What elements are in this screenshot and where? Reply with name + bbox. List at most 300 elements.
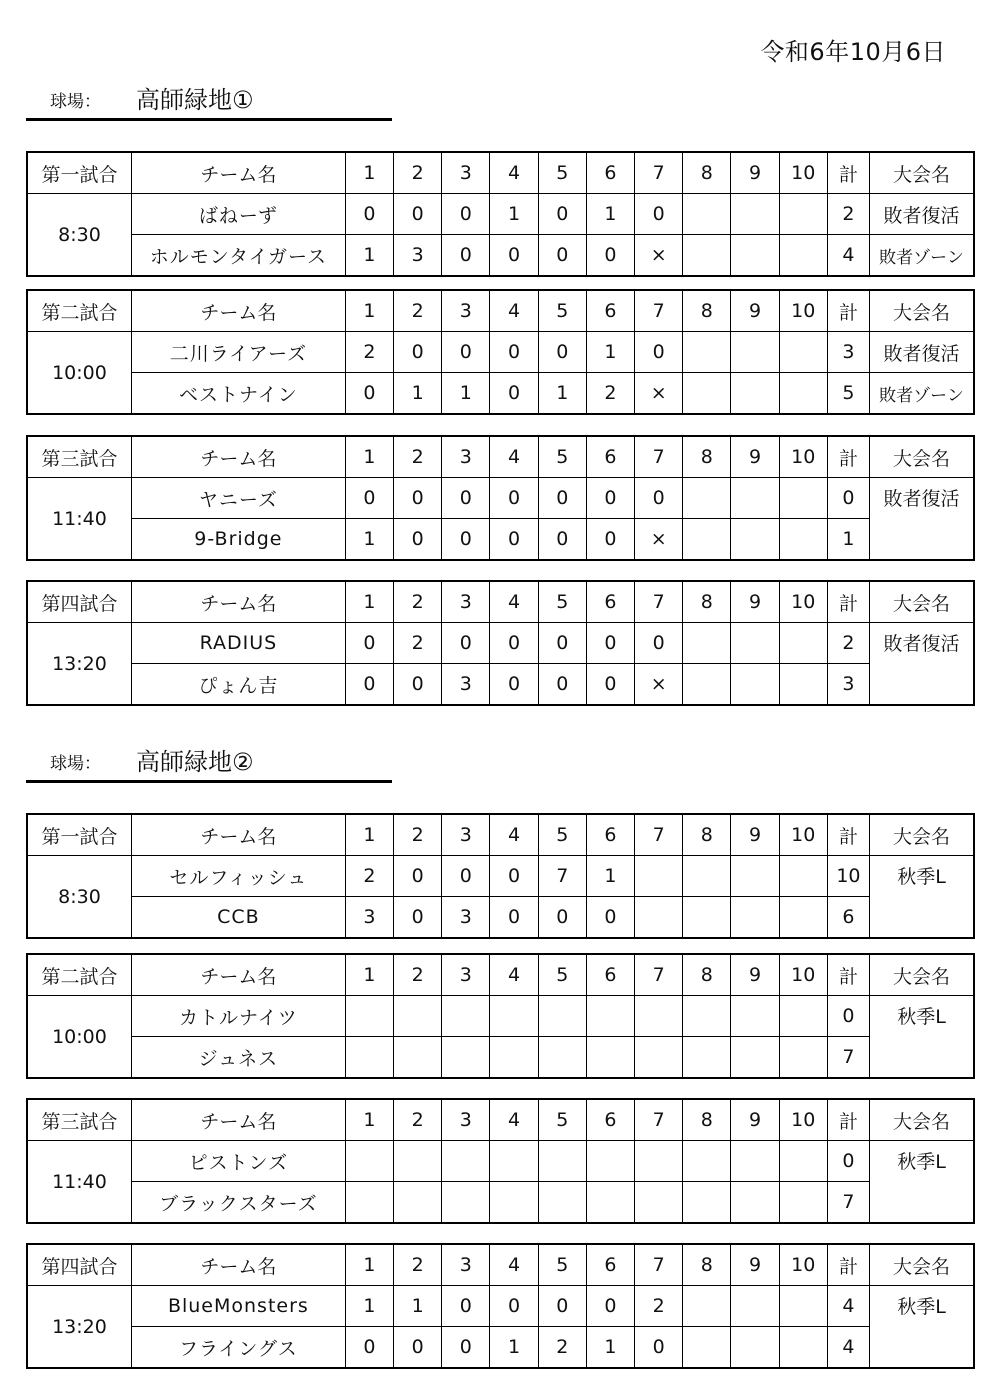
inning-score [683,194,731,235]
inning-header: 8 [683,152,731,194]
inning-header: 7 [635,152,683,194]
inning-score [586,1037,634,1079]
inning-score: 0 [538,332,586,373]
inning-score [779,235,827,277]
tournament-header: 大会名 [870,290,974,332]
inning-score [779,856,827,897]
inning-score [635,897,683,939]
inning-header: 1 [345,436,393,478]
inning-header: 9 [731,436,779,478]
total-score: 0 [827,1141,869,1182]
inning-header: 3 [442,152,490,194]
inning-score: 0 [538,664,586,706]
inning-score [683,1327,731,1369]
tournament-name: 秋季L [870,996,974,1079]
inning-score [731,1327,779,1369]
inning-score [731,1141,779,1182]
inning-score: 0 [538,897,586,939]
inning-header: 3 [442,954,490,996]
inning-score [635,1182,683,1224]
tournament-header: 大会名 [870,436,974,478]
inning-header: 5 [538,1099,586,1141]
game-table [26,953,975,1079]
team-name-header: チーム名 [131,954,345,996]
game-table [26,289,975,415]
total-score: 5 [827,373,869,415]
inning-score: 0 [442,856,490,897]
inning-score: 0 [538,194,586,235]
inning-header: 3 [442,814,490,856]
game-title: 第三試合 [27,436,131,478]
inning-header: 3 [442,1244,490,1286]
team-name: ぴょん吉 [131,664,345,706]
total-score: 4 [827,235,869,277]
inning-score: 0 [490,623,538,664]
inning-score [683,332,731,373]
inning-header: 5 [538,1244,586,1286]
inning-score: 0 [538,478,586,519]
inning-score [731,519,779,561]
inning-score: 0 [586,519,634,561]
inning-header: 4 [490,1244,538,1286]
team-name: ヤニーズ [131,478,345,519]
venue-header [26,740,392,783]
inning-score: 3 [442,897,490,939]
inning-score [731,664,779,706]
inning-header: 7 [635,954,683,996]
inning-score [635,996,683,1037]
inning-score [779,332,827,373]
inning-score: 1 [345,1286,393,1327]
inning-header: 1 [345,954,393,996]
total-header: 計 [827,290,869,332]
inning-score: 7 [538,856,586,897]
inning-score: 3 [442,664,490,706]
team-name-header: チーム名 [131,152,345,194]
inning-score [442,996,490,1037]
inning-score: 0 [442,1327,490,1369]
venue-name: 高師緑地② [136,748,254,776]
inning-header: 3 [442,581,490,623]
inning-score: 1 [586,856,634,897]
inning-score: 0 [394,332,442,373]
inning-score: 0 [394,897,442,939]
team-name-header: チーム名 [131,814,345,856]
inning-score: 1 [586,1327,634,1369]
tournament-name: 敗者復活 [870,332,974,373]
inning-score [731,996,779,1037]
inning-header: 4 [490,1099,538,1141]
inning-header: 5 [538,581,586,623]
inning-score [442,1141,490,1182]
inning-score [779,194,827,235]
team-name-header: チーム名 [131,581,345,623]
team-name: ブラックスターズ [131,1182,345,1224]
inning-header: 9 [731,1244,779,1286]
inning-score [683,664,731,706]
inning-header: 9 [731,954,779,996]
tournament-header: 大会名 [870,814,974,856]
inning-score: 0 [635,194,683,235]
tournament-name: 秋季L [870,856,974,939]
inning-header: 7 [635,290,683,332]
inning-header: 8 [683,290,731,332]
inning-header: 9 [731,152,779,194]
inning-score: 0 [586,1286,634,1327]
game-table [26,580,975,706]
inning-score: 0 [394,194,442,235]
inning-score: 1 [490,194,538,235]
inning-score [683,1182,731,1224]
header-row [27,1244,974,1286]
inning-score [683,1141,731,1182]
inning-score: 0 [490,235,538,277]
inning-header: 2 [394,1244,442,1286]
inning-score: 0 [394,664,442,706]
game-time: 8:30 [27,194,131,277]
inning-score [394,1141,442,1182]
inning-score [635,1037,683,1079]
game-time: 10:00 [27,332,131,415]
game-time: 13:20 [27,1286,131,1369]
total-score: 3 [827,664,869,706]
inning-score: 0 [635,478,683,519]
venue-header [26,78,392,121]
total-score: 7 [827,1182,869,1224]
team-name-header: チーム名 [131,1244,345,1286]
inning-header: 3 [442,290,490,332]
inning-score: 1 [345,519,393,561]
tournament-name: 敗者復活 [870,194,974,235]
game-title: 第四試合 [27,581,131,623]
inning-score [779,478,827,519]
team-row [27,478,974,519]
tournament-name: 敗者復活 [870,623,974,706]
team-row [27,1141,974,1182]
inning-score: × [635,664,683,706]
inning-header: 2 [394,814,442,856]
inning-header: 6 [586,152,634,194]
inning-score: 0 [538,1286,586,1327]
game-time: 8:30 [27,856,131,939]
inning-score: 2 [635,1286,683,1327]
inning-score [394,1182,442,1224]
inning-score [779,1327,827,1369]
inning-score: 0 [635,1327,683,1369]
inning-score: × [635,373,683,415]
inning-score [442,1037,490,1079]
inning-header: 8 [683,436,731,478]
game-time: 13:20 [27,623,131,706]
game-title: 第一試合 [27,152,131,194]
tournament-name: 秋季L [870,1286,974,1369]
inning-score: 1 [586,194,634,235]
inning-header: 1 [345,1099,393,1141]
inning-header: 5 [538,814,586,856]
inning-header: 1 [345,1244,393,1286]
inning-score [442,1182,490,1224]
inning-score [394,1037,442,1079]
inning-header: 2 [394,152,442,194]
inning-score: 3 [345,897,393,939]
inning-score [538,1141,586,1182]
inning-header: 2 [394,290,442,332]
inning-header: 9 [731,581,779,623]
inning-header: 10 [779,1099,827,1141]
inning-header: 5 [538,954,586,996]
team-row [27,194,974,235]
inning-header: 1 [345,581,393,623]
inning-header: 4 [490,436,538,478]
inning-score [683,856,731,897]
inning-score: 0 [442,519,490,561]
inning-score: 0 [490,519,538,561]
inning-score [345,1182,393,1224]
inning-score [779,1286,827,1327]
tournament-header: 大会名 [870,1099,974,1141]
inning-header: 6 [586,581,634,623]
inning-score: 0 [538,623,586,664]
inning-header: 10 [779,814,827,856]
game-title: 第三試合 [27,1099,131,1141]
inning-score [779,1141,827,1182]
total-header: 計 [827,814,869,856]
inning-header: 2 [394,1099,442,1141]
inning-score: 1 [538,373,586,415]
inning-score [779,623,827,664]
inning-header: 3 [442,436,490,478]
inning-header: 1 [345,290,393,332]
inning-score: 0 [586,235,634,277]
inning-score [538,1182,586,1224]
team-row [27,1286,974,1327]
team-name: 9-Bridge [131,519,345,561]
game-table [26,435,975,561]
inning-header: 6 [586,814,634,856]
inning-score [683,897,731,939]
team-name: BlueMonsters [131,1286,345,1327]
inning-score [683,235,731,277]
inning-header: 6 [586,1244,634,1286]
inning-header: 10 [779,290,827,332]
inning-score: 0 [394,1327,442,1369]
inning-score [683,373,731,415]
inning-score: 0 [490,478,538,519]
tournament-name: 秋季L [870,1141,974,1224]
inning-score: 0 [394,856,442,897]
inning-score [345,1037,393,1079]
header-row [27,954,974,996]
inning-score: 0 [394,478,442,519]
team-name-header: チーム名 [131,436,345,478]
tournament-header: 大会名 [870,581,974,623]
inning-score: 2 [538,1327,586,1369]
inning-header: 4 [490,152,538,194]
total-header: 計 [827,954,869,996]
total-header: 計 [827,1099,869,1141]
inning-score [635,1141,683,1182]
header-row [27,290,974,332]
inning-score: 0 [635,623,683,664]
total-score: 0 [827,996,869,1037]
inning-score [586,1182,634,1224]
header-row [27,814,974,856]
team-row [27,1182,974,1224]
total-score: 4 [827,1327,869,1369]
team-row [27,332,974,373]
total-header: 計 [827,436,869,478]
game-time: 11:40 [27,478,131,561]
inning-score: 1 [586,332,634,373]
game-title: 第二試合 [27,290,131,332]
inning-score: 1 [345,235,393,277]
inning-score: 1 [490,1327,538,1369]
tournament-sub-name: 敗者ゾーン [870,235,974,277]
inning-header: 8 [683,581,731,623]
inning-score [490,996,538,1037]
inning-header: 5 [538,290,586,332]
inning-score: 1 [442,373,490,415]
inning-score: × [635,235,683,277]
inning-header: 4 [490,581,538,623]
inning-score [779,1037,827,1079]
inning-score: 0 [635,332,683,373]
team-name-header: チーム名 [131,290,345,332]
header-row [27,1099,974,1141]
inning-score [490,1182,538,1224]
inning-header: 8 [683,814,731,856]
inning-score [490,1037,538,1079]
header-row [27,152,974,194]
inning-score [731,1182,779,1224]
team-name: CCB [131,897,345,939]
game-time: 11:40 [27,1141,131,1224]
team-name: ピストンズ [131,1141,345,1182]
game-table [26,813,975,939]
inning-score [345,996,393,1037]
inning-score: 0 [442,1286,490,1327]
inning-score [683,623,731,664]
inning-header: 10 [779,1244,827,1286]
inning-header: 6 [586,436,634,478]
inning-score [586,1141,634,1182]
inning-score [538,1037,586,1079]
inning-score: 2 [345,856,393,897]
inning-header: 6 [586,1099,634,1141]
inning-header: 7 [635,581,683,623]
inning-score: 0 [345,478,393,519]
team-name: フライングス [131,1327,345,1369]
inning-score [683,519,731,561]
inning-score [683,996,731,1037]
inning-score: 0 [442,478,490,519]
inning-score: 2 [586,373,634,415]
inning-score [779,897,827,939]
team-row [27,996,974,1037]
inning-score: 0 [394,519,442,561]
inning-header: 2 [394,954,442,996]
inning-score: 0 [345,194,393,235]
inning-score [779,1182,827,1224]
game-title: 第一試合 [27,814,131,856]
inning-header: 8 [683,1244,731,1286]
inning-score [394,996,442,1037]
inning-score: 0 [442,194,490,235]
game-time: 10:00 [27,996,131,1079]
venue-name: 高師緑地① [136,86,254,114]
inning-score [683,1286,731,1327]
inning-header: 7 [635,1244,683,1286]
inning-header: 10 [779,581,827,623]
total-header: 計 [827,581,869,623]
header-row [27,581,974,623]
inning-header: 4 [490,954,538,996]
inning-score [779,996,827,1037]
team-row [27,897,974,939]
inning-header: 10 [779,152,827,194]
inning-header: 7 [635,814,683,856]
inning-score [345,1141,393,1182]
inning-score: 2 [345,332,393,373]
inning-score: 0 [345,1327,393,1369]
inning-score [538,996,586,1037]
inning-header: 10 [779,436,827,478]
total-score: 4 [827,1286,869,1327]
game-table [26,151,975,277]
inning-score [731,478,779,519]
inning-header: 6 [586,290,634,332]
inning-score [731,623,779,664]
inning-score [731,856,779,897]
inning-header: 10 [779,954,827,996]
team-row [27,623,974,664]
game-title: 第四試合 [27,1244,131,1286]
inning-header: 1 [345,814,393,856]
inning-header: 4 [490,290,538,332]
team-row [27,519,974,561]
inning-header: 2 [394,436,442,478]
team-name: ジュネス [131,1037,345,1079]
inning-score [779,519,827,561]
inning-header: 8 [683,954,731,996]
inning-score [586,996,634,1037]
total-score: 0 [827,478,869,519]
inning-header: 7 [635,436,683,478]
inning-score: 0 [490,664,538,706]
inning-score: 0 [586,478,634,519]
inning-score: 0 [490,332,538,373]
total-score: 1 [827,519,869,561]
total-score: 2 [827,194,869,235]
total-header: 計 [827,1244,869,1286]
game-table [26,1243,975,1369]
team-row [27,856,974,897]
inning-score: 0 [586,897,634,939]
total-score: 10 [827,856,869,897]
inning-score: 0 [490,856,538,897]
team-name: セルフィッシュ [131,856,345,897]
inning-score: 0 [442,235,490,277]
total-score: 3 [827,332,869,373]
inning-score [731,332,779,373]
tournament-name: 敗者復活 [870,478,974,561]
tournament-header: 大会名 [870,1244,974,1286]
total-score: 7 [827,1037,869,1079]
venue-label: 球場： [50,754,101,774]
inning-score [731,194,779,235]
game-table [26,1098,975,1224]
team-row [27,1327,974,1369]
